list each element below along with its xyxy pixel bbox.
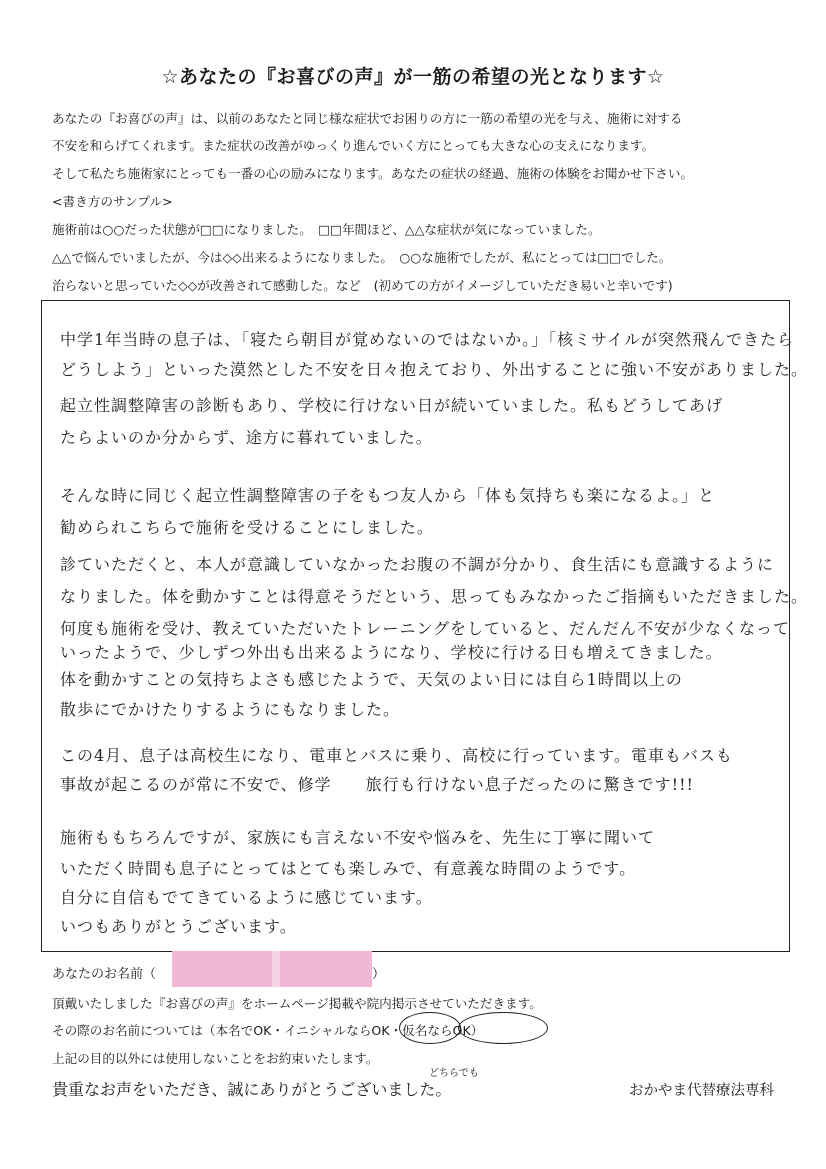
handwritten-line: この4月、息子は高校生になり、電車とバスに乗り、高校に行っています。電車もバスも <box>60 746 733 765</box>
name-option-line: その際のお名前については（本名でOK・イニシャルならOK・仮名ならOK） <box>52 1023 484 1038</box>
handwritten-line: いつもありがとうございます。 <box>60 917 297 936</box>
name-close-paren: ） <box>372 967 386 982</box>
handwritten-line: 起立性調整障害の診断もあり、学校に行けない日が続いていました。私もどうしてあげ <box>60 396 724 415</box>
handwritten-line: 何度も施術を受け、教えていただいたトレーニングをしていると、だんだん不安が少なくなって <box>60 619 791 638</box>
intro-line: 施術前は○○だった状態が□□になりました。 □□年間ほど、△△な症状が気になっていました。 <box>52 222 601 237</box>
handwritten-line: 事故が起こるのが常に不安で、修学 旅行も行けない息子だったのに驚きです!!! <box>60 775 694 794</box>
handwritten-line: 体を動かすことの気持ちよさも感じたようで、天気のよい日には自ら1時間以上の <box>60 670 683 689</box>
sample-heading: <書き方のサンプル> <box>52 194 173 209</box>
intro-line: △△で悩んでいましたが、今は◇◇出来るようになりました。 ○○な施術でしたが、私にとっては□□でした。 <box>52 250 672 265</box>
name-label: あなたのお名前（ <box>52 967 157 982</box>
handwritten-line: 診ていただくと、本人が意識していなかったお腹の不調が分かり、食生活にも意識するように <box>60 555 775 574</box>
redaction-block <box>280 951 372 987</box>
redaction-block <box>272 951 280 987</box>
clinic-name: おかやま代替療法専科 <box>629 1083 774 1099</box>
handwritten-line: 勧められこちらで施術を受けることにしました。 <box>60 518 434 537</box>
handwritten-line: 中学1年当時の息子は、「寝たら朝目が覚めないのではないか。」「核ミサイルが突然飛んできたら <box>60 330 795 349</box>
intro-line: そして私たち施術家にとっても一番の心の励みになります。あなたの症状の経過、施術の体験をお聞かせ下さい。 <box>52 166 694 181</box>
circle-mark <box>458 1012 548 1044</box>
handwritten-line: 散歩にでかけたりするようにもなりました。 <box>60 700 401 719</box>
handwritten-note: どちらでも <box>429 1068 479 1079</box>
handwritten-line: どうしよう」といった漠然とした不安を日々抱えており、外出することに強い不安がありました。 <box>60 360 809 379</box>
circle-mark <box>399 1012 461 1044</box>
handwritten-line: いったようで、少しずつ外出も出来るようになり、学校に行ける日も増えてきました。 <box>60 643 723 662</box>
redaction-block <box>172 951 272 987</box>
handwritten-line: そんな時に同じく起立性調整障害の子をもつ友人から「体も気持ちも楽になるよ。」と <box>60 486 716 505</box>
intro-line: 治らないと思っていた◇◇が改善されて感動した。など (初めての方がイメージしていただき易いと幸いです) <box>52 278 673 293</box>
intro-line: あなたの『お喜びの声』は、以前のあなたと同じ様な症状でお困りの方に一筋の希望の光を与え、施術に対する <box>52 111 683 126</box>
consent-line: 頂戴いたしました『お喜びの声』をホームページ掲載や院内掲示させていただきます。 <box>52 996 542 1011</box>
intro-line: 不安を和らげてくれます。また症状の改善がゆっくり進んでいく方にとっても大きな心の支えになります。 <box>52 138 655 153</box>
redacted-name-field[interactable] <box>172 951 372 987</box>
handwritten-line: 自分に自信もでてきているように感じています。 <box>60 888 433 907</box>
page-title: ☆あなたの『お喜びの声』が一筋の希望の光となります☆ <box>161 66 665 88</box>
handwritten-line: たらよいのか分からず、途方に暮れていました。 <box>60 428 433 447</box>
privacy-line: 上記の目的以外には使用しないことをお約束いたします。 <box>52 1051 379 1066</box>
handwritten-line: 施術ももちろんですが、家族にも言えない不安や悩みを、先生に丁寧に聞いて <box>60 828 656 847</box>
thanks-text: 貴重なお声をいただき、誠にありがとうございました。 <box>52 1080 452 1099</box>
handwritten-line: なりました。体を動かすことは得意そうだという、思ってもみなかったご指摘もいただきました。 <box>60 587 809 606</box>
handwritten-line: いただく時間も息子にとってはとても楽しみで、有意義な時間のようです。 <box>60 859 637 878</box>
